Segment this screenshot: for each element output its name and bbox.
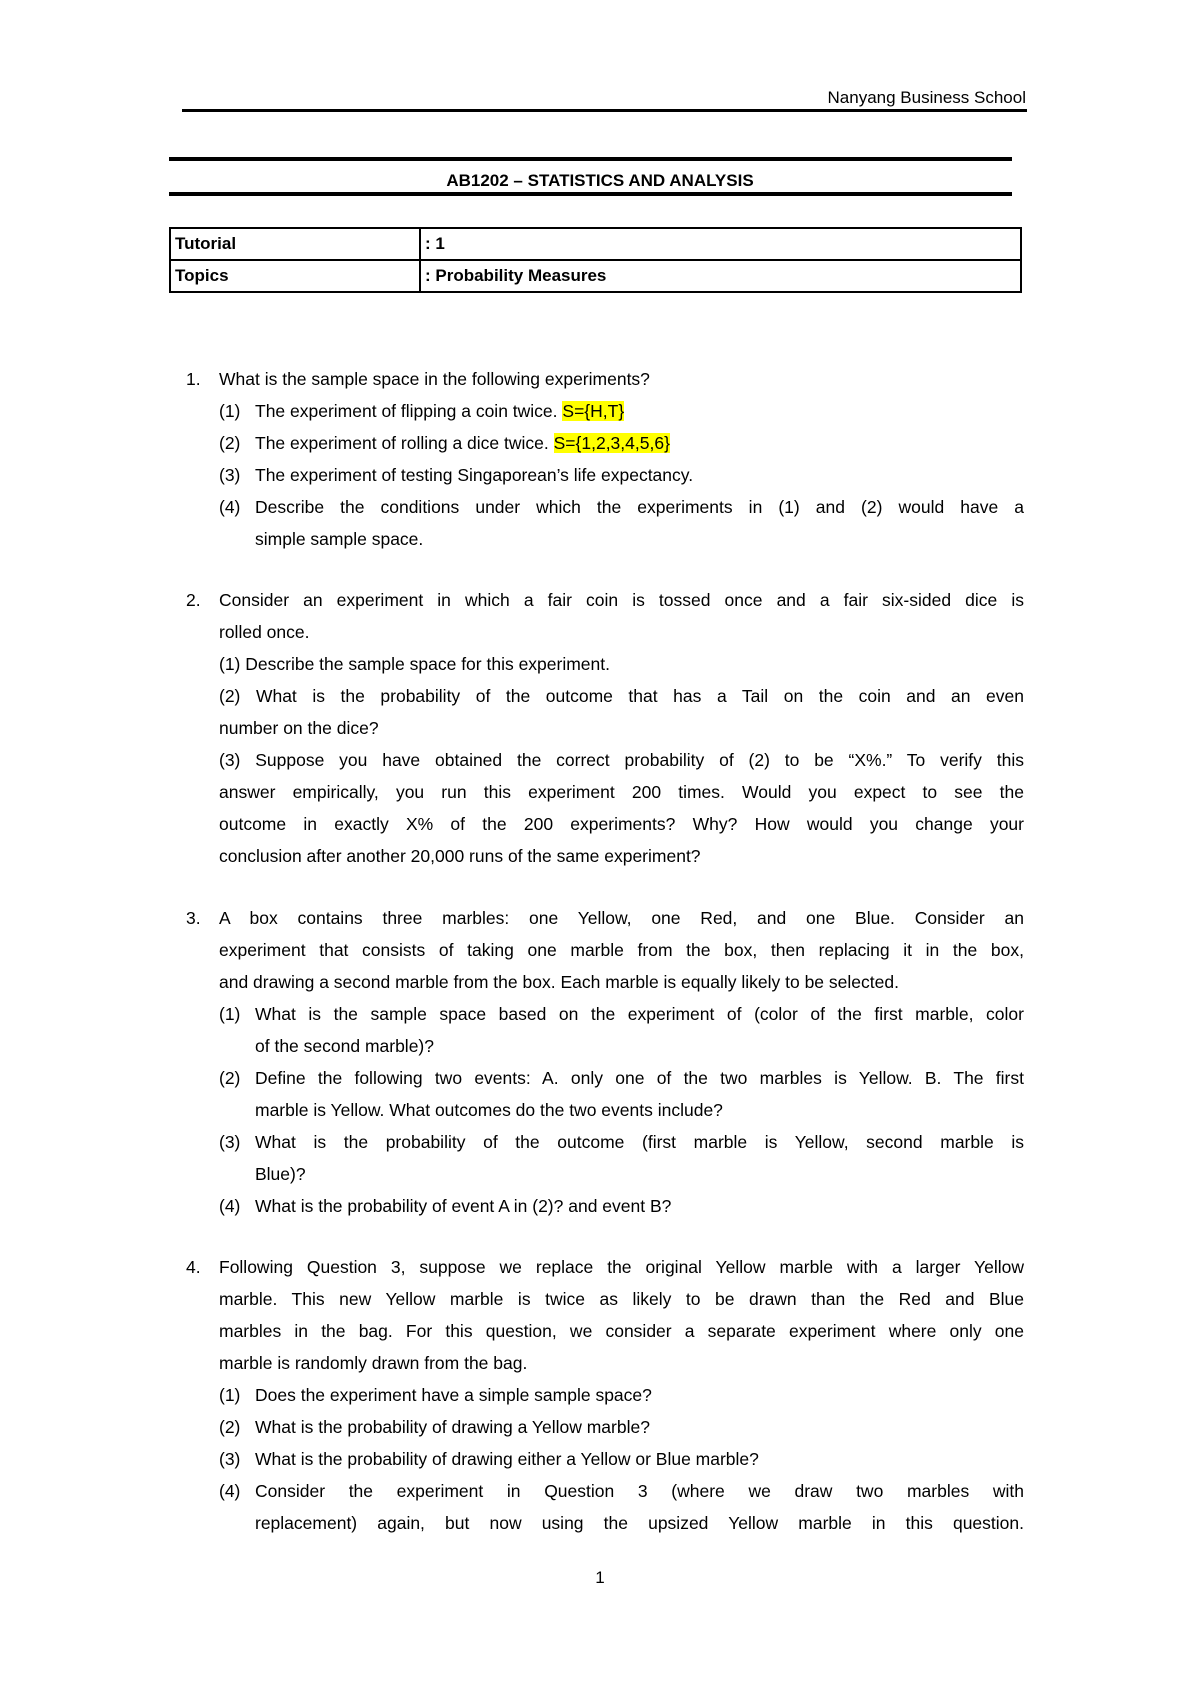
part-text: Consider the experiment in Question 3 (where we draw two marbles with (255, 1481, 1024, 1501)
part-text: What is the probability of the outcome (first marble is Yellow, second marble is (255, 1132, 1024, 1152)
part-label: (1) (219, 401, 241, 421)
part-text: simple sample space. (255, 529, 424, 549)
part-text (255, 401, 624, 422)
part-text-main: The experiment of flipping a coin twice. (255, 401, 558, 421)
part-text: outcome in exactly X% of the 200 experiments? Why? How would you change your (219, 814, 1024, 834)
course-title-rule-top (169, 157, 1012, 161)
header-organization: Nanyang Business School (827, 88, 1026, 107)
question-stem: and drawing a second marble from the box. Each marble is equally likely to be selected. (219, 972, 899, 992)
part-label: (4) (219, 1196, 241, 1216)
highlighted-answer: S={H,T} (562, 401, 625, 421)
part-text: Define the following two events: A. only one of the two marbles is Yellow. B. The first (255, 1068, 1024, 1088)
tutorial-value: : 1 (420, 228, 1021, 260)
table-row (170, 260, 1021, 292)
part-text-main: The experiment of rolling a dice twice. (255, 433, 549, 453)
part-text: (3) Suppose you have obtained the correct probability of (2) to be “X%.” To verify this (219, 750, 1024, 770)
part-text: What is the probability of drawing either a Yellow or Blue marble? (255, 1449, 759, 1469)
header-rule (182, 109, 1027, 112)
question-stem: marble. This new Yellow marble is twice as likely to be drawn than the Red and Blue (219, 1289, 1024, 1309)
page-number: 1 (595, 1568, 605, 1587)
part-text: replacement) again, but now using the upsized Yellow marble in this question. (255, 1513, 1024, 1533)
question-stem: experiment that consists of taking one marble from the box, then replacing it in the box, (219, 940, 1024, 960)
part-text: What is the probability of event A in (2)? and event B? (255, 1196, 672, 1216)
question-stem: Consider an experiment in which a fair coin is tossed once and a fair six-sided dice is (219, 590, 1024, 610)
question-stem: What is the sample space in the following experiments? (219, 369, 650, 389)
course-title-rule-bottom (169, 192, 1012, 196)
part-text: conclusion after another 20,000 runs of the same experiment? (219, 846, 701, 866)
part-label: (3) (219, 1449, 241, 1469)
part-text: Describe the conditions under which the experiments in (1) and (2) would have a (255, 497, 1024, 517)
course-title: AB1202 – STATISTICS AND ANALYSIS (446, 171, 754, 190)
part-text: What is the sample space based on the experiment of (color of the first marble, color (255, 1004, 1024, 1024)
part-text: The experiment of testing Singaporean’s life expectancy. (255, 465, 694, 485)
part-text: number on the dice? (219, 718, 379, 738)
topics-label: Topics (170, 260, 420, 292)
question-stem: marbles in the bag. For this question, we consider a separate experiment where only one (219, 1321, 1024, 1341)
part-text (255, 433, 670, 454)
part-text: Blue)? (255, 1164, 306, 1184)
part-text: marble is Yellow. What outcomes do the two events include? (255, 1100, 723, 1120)
question-number: 1. (186, 369, 201, 389)
topics-value: : Probability Measures (420, 260, 1021, 292)
question-number: 3. (186, 908, 201, 928)
part-text: Does the experiment have a simple sample space? (255, 1385, 652, 1405)
part-label: (2) (219, 1068, 241, 1088)
question-stem: marble is randomly drawn from the bag. (219, 1353, 528, 1373)
question-stem: A box contains three marbles: one Yellow, one Red, and one Blue. Consider an (219, 908, 1024, 928)
question-number: 4. (186, 1257, 201, 1277)
part-label: (2) (219, 1417, 241, 1437)
part-label: (1) (219, 1004, 241, 1024)
part-text: (1) Describe the sample space for this experiment. (219, 654, 610, 674)
question-number: 2. (186, 590, 201, 610)
part-label: (4) (219, 1481, 241, 1501)
tutorial-label: Tutorial (170, 228, 420, 260)
part-label: (4) (219, 497, 241, 517)
table-row (170, 228, 1021, 260)
part-text: of the second marble)? (255, 1036, 434, 1056)
part-label: (3) (219, 1132, 241, 1152)
part-text: (2) What is the probability of the outcome that has a Tail on the coin and an even (219, 686, 1024, 706)
part-label: (3) (219, 465, 241, 485)
part-text: answer empirically, you run this experiment 200 times. Would you expect to see the (219, 782, 1024, 802)
question-stem: rolled once. (219, 622, 310, 642)
part-label: (1) (219, 1385, 241, 1405)
tutorial-info-table (169, 227, 1022, 293)
part-label: (2) (219, 433, 241, 453)
highlighted-answer: S={1,2,3,4,5,6} (553, 433, 670, 453)
part-text: What is the probability of drawing a Yellow marble? (255, 1417, 650, 1437)
question-stem: Following Question 3, suppose we replace the original Yellow marble with a larger Yellow (219, 1257, 1024, 1277)
